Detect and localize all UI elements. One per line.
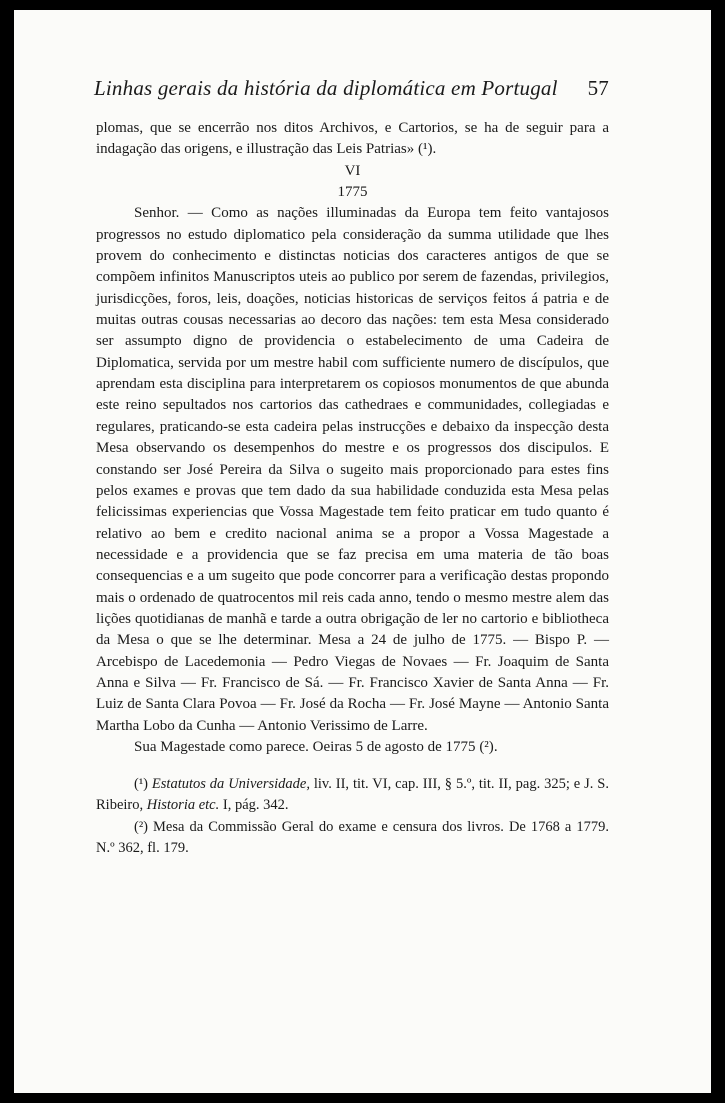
footnote-title: Estatutos da Universidade, <box>151 776 310 793</box>
section-number: VI <box>344 162 361 179</box>
footnote-2 <box>96 817 609 858</box>
footnote-mark: (²) <box>134 819 149 836</box>
book-page <box>14 10 711 1093</box>
section-year: 1775 <box>337 184 368 201</box>
running-head <box>94 76 609 101</box>
running-title: Linhas gerais da história da diplomática em Portugal <box>94 76 558 100</box>
page-number: 57 <box>587 76 609 100</box>
continued-paragraph <box>96 118 609 161</box>
footnote-text: liv. II, tit. VI, cap. III, § 5.º, tit. II, pag. 325; e J. S. Ribeiro, <box>96 776 609 813</box>
continued-paragraph-tail: . <box>432 141 437 158</box>
closing-paragraph <box>96 737 609 758</box>
note-reference-1: (¹) <box>417 141 433 158</box>
closing-text: Sua Magestade como parece. Oeiras 5 de agosto de 1775 <box>134 738 480 755</box>
continued-paragraph-text: plomas, que se encerrão nos ditos Archivos, e Cartorios, se ha de seguir para a indagação das origens, e illustração das Leis Patrias» <box>96 120 609 158</box>
footnote-mark: (¹) <box>134 776 149 793</box>
footnote-text: Mesa da Commissão Geral do exame e censura dos livros. De 1768 a 1779. N.º 362, fl. 179. <box>96 819 609 856</box>
footnote-1 <box>96 774 609 815</box>
footnote-title-2: Historia etc. <box>146 796 220 813</box>
letter-paragraph: Senhor. — Como as nações illuminadas da Europa tem feito vantajosos progressos no estudo diplomatico pela consideração da summa utilidade que lhes provem do conhecimento e distinctas noticias dos caracteres antigos de que se compõem infinitos Manuscriptos uteis ao publico por serem de fazendas, privilegios, jurisdicções, foros, leis, doações, noticias historicas de serviços feitos á patria e de muitas outras cousas necessarias ao decoro das nações: tem esta Mesa considerado ser assumpto digno de providencia o estabelecimento de uma Cadeira de Diplomatica, servida por um mestre habil com sufficiente numero de discípulos, que aprendam esta disciplina para interpretarem os copiosos monumentos de que abunda este reino sepultados nos cartorios das cathedraes e communidades, collegiadas e regulares, praticando-se esta cadeira pelas instrucções e debaixo da inspecção desta Mesa observando os desempenhos do mestre e os progressos dos discipulos. E constando ser José Pereira da Silva o sugeito mais proporcionado para estes fins pelos exames e provas que tem dado da sua habilidade conduzida esta Mesa pelas felicissimas experiencias que Vossa Magestade tem feito praticar em tudo quanto é relativo ao bem e credito nacional anima se a propor a Vossa Magestade a necessidade e a providencia que se faz precisa em uma materia de tão boas consequencias e a um sugeito que pode concorrer para a verificação destas propondo mais o ordenado de quatrocentos mil reis cada anno, tendo o mesmo mestre alem das lições quotidianas de manhã e tarde a outra obrigação de ler no cartorio e bibliotheca da Mesa o que se lhe determinar. Mesa a 24 de julho de 1775. — Bispo P. — Arcebispo de Lacedemonia — Pedro Viegas de Novaes — Fr. Joaquim de Santa Anna e Silva — Fr. Francisco de Sá. — Fr. Francisco Xavier de Santa Anna — Fr. Luiz de Santa Clara Povoa — Fr. José da Rocha — Fr. José Mayne — Antonio Santa Martha Lobo da Cunha — Antonio Verissimo de Larre. <box>96 205 609 734</box>
footnote-tail: I, pág. 342. <box>219 796 289 813</box>
page-body <box>96 118 609 860</box>
footnotes <box>96 774 609 858</box>
closing-tail: . <box>493 738 498 755</box>
note-reference-2: (²) <box>479 738 494 755</box>
